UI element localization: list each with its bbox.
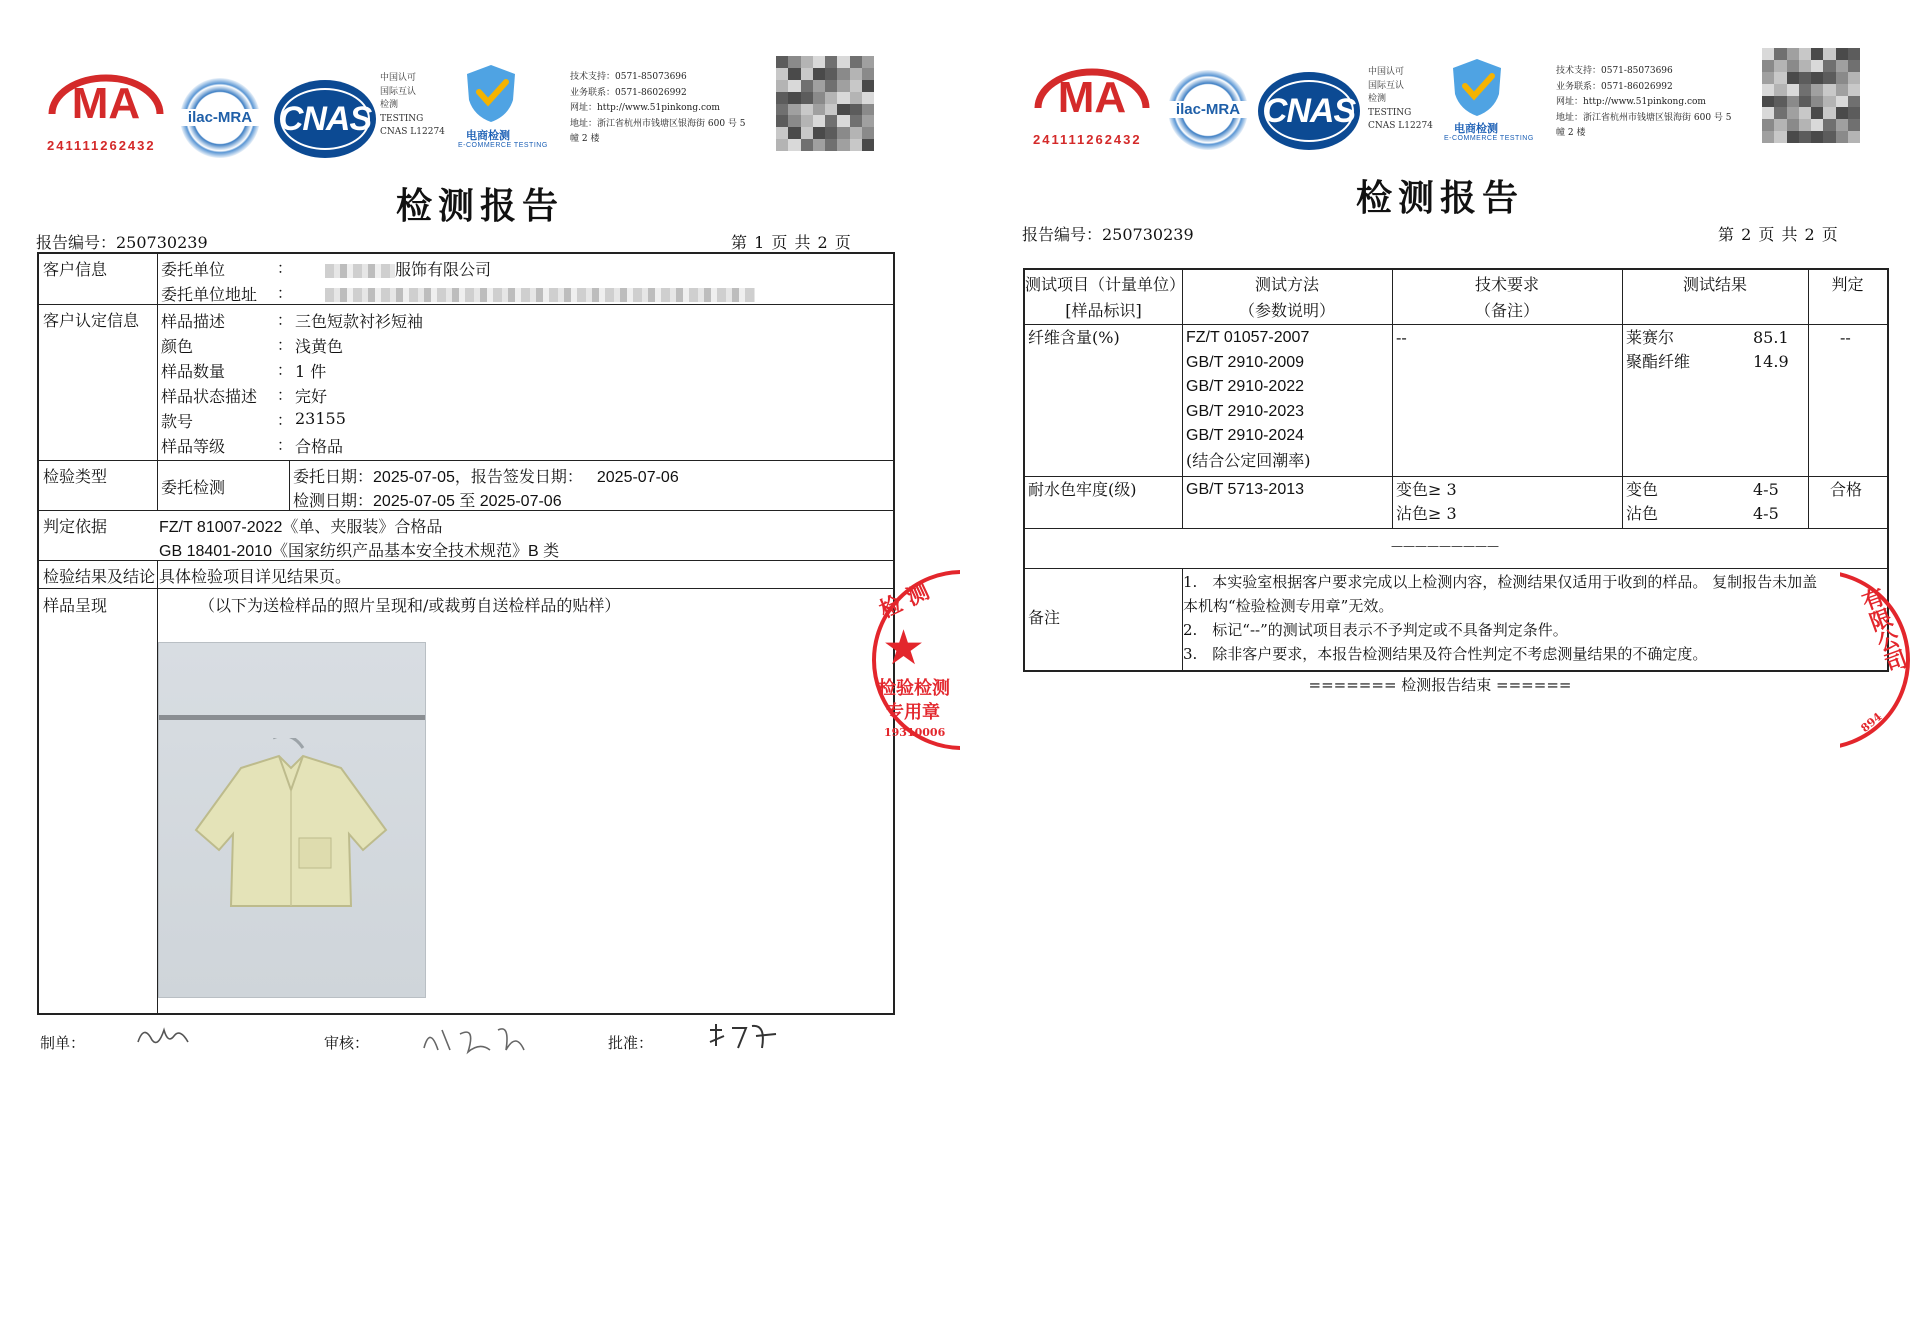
dates-line-1: 委托日期：2025-07-05，报告签发日期： 2025-07-06 (293, 467, 679, 486)
qr-pixel (837, 127, 849, 139)
stamp-mid-text: 检验检测 (878, 678, 950, 699)
qr-pixel (850, 115, 862, 127)
qr-pixel (1762, 119, 1774, 131)
report-page-2 (960, 0, 1920, 1319)
remark-3: 3. 除非客户要求，本报告检测结果及符合性判定不考虑测量结果的不确定度。 (1183, 645, 1708, 663)
qr-pixel (1762, 72, 1774, 84)
prepared-by-label: 制单： (40, 1034, 86, 1052)
qr-pixel (1774, 96, 1786, 108)
report-end-text: ======= 检测报告结束 ====== (1308, 676, 1572, 694)
qr-pixel (801, 115, 813, 127)
qr-pixel (1762, 107, 1774, 119)
row2-result-1-name: 变色 (1626, 480, 1659, 499)
stamp-top-text: 检 测 (875, 578, 934, 624)
qr-pixel (801, 127, 813, 139)
report-info-table (37, 252, 895, 1015)
qr-pixel (776, 127, 788, 139)
contact-block: 技术支持：0571-85073696 业务联系：0571-86026992 网址：http://www.51pinkong.com 地址：浙江省杭州市钱塘区银海街 600 号 5 幢 2 楼 (1556, 66, 1732, 138)
qr-pixel (1836, 48, 1848, 60)
basis-line-1: FZ/T 81007-2022《单、夹服装》合格品 (159, 519, 443, 536)
row2-result-1-value: 4-5 (1753, 480, 1779, 499)
qr-pixel (776, 80, 788, 92)
client-confirmed-row: 客户认定信息 样品描述 ： 三色短款衬衫短袖 颜色 ： 浅黄色 样品数量 ： 1 件 样品状态描述 ： 完好 款号 ： 23155 样品等级 ： 合格品 (39, 305, 893, 461)
accreditation-text: 中国认可 国际互认 检测 TESTING CNAS L12274 (380, 73, 445, 137)
qr-pixel (1836, 84, 1848, 96)
qr-pixel (776, 56, 788, 68)
qr-pixel (1799, 60, 1811, 72)
qr-pixel (801, 80, 813, 92)
row2-result-2-name: 沾色 (1626, 504, 1659, 523)
header-method: 测试方法 （参数说明） (1238, 275, 1335, 320)
qr-pixel (1799, 119, 1811, 131)
qr-pixel (825, 127, 837, 139)
page-title: 检测报告 (395, 185, 564, 227)
qr-pixel (1836, 131, 1848, 143)
qr-pixel (813, 68, 825, 80)
qr-pixel (788, 139, 800, 151)
qr-pixel (850, 80, 862, 92)
qr-pixel (825, 104, 837, 116)
qr-pixel (850, 68, 862, 80)
qr-pixel (1823, 107, 1835, 119)
client-info-label: 客户信息 (43, 260, 108, 279)
qr-pixel (1799, 131, 1811, 143)
qr-pixel (1774, 131, 1786, 143)
qr-pixel (837, 115, 849, 127)
row1-result-1-name: 莱赛尔 (1626, 328, 1675, 347)
qr-pixel (788, 92, 800, 104)
cnas-logo (274, 80, 376, 158)
reviewed-by-label: 审核： (324, 1034, 370, 1052)
qr-pixel (1823, 84, 1835, 96)
qr-pixel (1762, 60, 1774, 72)
qr-pixel (862, 92, 874, 104)
qr-pixel (1836, 60, 1848, 72)
qr-pixel (850, 139, 862, 151)
sample-desc-value: 三色短款衬衫短袖 (295, 312, 424, 331)
sample-state-key: 样品状态描述 (161, 387, 258, 406)
qr-pixel (1774, 48, 1786, 60)
qr-pixel (850, 56, 862, 68)
cma-logo (1032, 64, 1152, 130)
grade-value: 合格品 (295, 437, 344, 456)
ilac-mra-logo (1168, 70, 1248, 150)
qr-pixel (776, 115, 788, 127)
sample-photo (158, 642, 426, 998)
basis-label: 判定依据 (43, 517, 108, 536)
client-name-value: 服饰有限公司 (325, 257, 491, 280)
qr-pixel (1787, 72, 1799, 84)
sample-desc-key: 样品描述 (161, 312, 226, 331)
qr-pixel (1774, 84, 1786, 96)
qr-pixel (1799, 48, 1811, 60)
header-judge: 判定 (1831, 275, 1864, 294)
row1-item: 纤维含量(%) (1028, 328, 1120, 347)
company-seal-stamp (1840, 560, 1920, 750)
qr-pixel (813, 56, 825, 68)
conclusion-value: 具体检验项目详见结果页。 (159, 567, 352, 586)
redacted-client-name (325, 264, 395, 278)
qr-pixel (801, 92, 813, 104)
qr-pixel (1787, 48, 1799, 60)
row2-method: GB/T 5713-2013 (1186, 481, 1305, 498)
qr-pixel (788, 56, 800, 68)
color-value: 浅黄色 (295, 337, 344, 356)
stamp-star-icon: ★ (882, 620, 926, 676)
qr-pixel (1774, 107, 1786, 119)
qr-pixel (788, 68, 800, 80)
ecommerce-title: 电商检测 (1454, 123, 1498, 135)
report-header (0, 0, 960, 170)
ecommerce-title: 电商检测 (466, 130, 510, 142)
qr-pixel (825, 80, 837, 92)
qr-pixel (1836, 107, 1848, 119)
qr-pixel (1787, 131, 1799, 143)
qr-pixel (1848, 119, 1860, 131)
qr-pixel (1799, 84, 1811, 96)
header-requirement: 技术要求 （备注） (1474, 275, 1539, 320)
hanger-rail (159, 715, 426, 720)
qr-pixel (788, 115, 800, 127)
report-number: 报告编号：250730239 (1022, 225, 1194, 244)
client-info-row: 客户信息 委托单位 ： 服饰有限公司 委托单位地址 ： (39, 254, 893, 305)
shirt-illustration (181, 738, 401, 918)
qr-pixel (825, 92, 837, 104)
remark-1a: 1. 本实验室根据客户要求完成以上检测内容，检测结果仅适用于收到的样品。 复制报告未加盖 (1183, 573, 1818, 591)
qr-pixel (850, 92, 862, 104)
qr-pixel (1787, 84, 1799, 96)
row1-result-2-name: 聚酯纤维 (1626, 352, 1691, 371)
ecommerce-subtitle: E-COMMERCE TESTING (458, 142, 548, 149)
client-confirmed-label: 客户认定信息 (43, 311, 140, 330)
inspection-type-label: 检验类型 (43, 467, 108, 486)
sample-label: 样品呈现 (43, 596, 108, 615)
report-number: 报告编号：250730239 (36, 233, 208, 252)
row2-result-2-value: 4-5 (1753, 504, 1779, 523)
qr-pixel (1762, 84, 1774, 96)
qr-pixel (862, 104, 874, 116)
qr-pixel (837, 56, 849, 68)
client-name-label: 委托单位 (161, 260, 226, 279)
stamp-code: 19310006 (884, 726, 946, 739)
qr-pixel (788, 104, 800, 116)
qr-pixel (1811, 131, 1823, 143)
cma-logo-text: MA (1057, 73, 1127, 122)
color-key: 颜色 (161, 337, 194, 356)
qr-pixel (862, 127, 874, 139)
ecommerce-shield-icon (1448, 56, 1506, 118)
qr-pixel (837, 80, 849, 92)
row2-requirement-1: 变色≥ 3 (1396, 480, 1457, 499)
client-address-redacted (325, 284, 755, 303)
qr-pixel (1848, 131, 1860, 143)
qr-pixel (837, 104, 849, 116)
report-header (960, 0, 1920, 170)
qr-pixel (1848, 72, 1860, 84)
sample-qty-key: 样品数量 (161, 362, 226, 381)
qr-pixel (837, 92, 849, 104)
qr-pixel (1774, 60, 1786, 72)
cnas-logo (1258, 72, 1360, 150)
remark-2: 2. 标记“--”的测试项目表示不予判定或不具备判定条件。 (1183, 621, 1568, 639)
qr-pixel (813, 139, 825, 151)
qr-pixel (1787, 107, 1799, 119)
page-info: 第 2 页 共 2 页 (1718, 225, 1839, 244)
qr-pixel (1811, 107, 1823, 119)
row2-judge: 合格 (1830, 480, 1863, 499)
qr-pixel (776, 68, 788, 80)
qr-pixel (1787, 96, 1799, 108)
qr-pixel (1811, 72, 1823, 84)
qr-pixel (1762, 96, 1774, 108)
qr-pixel (813, 115, 825, 127)
qr-pixel (862, 56, 874, 68)
results-table (1023, 268, 1889, 672)
signature-approved (706, 1020, 780, 1054)
qr-pixel (850, 104, 862, 116)
qr-pixel (1823, 119, 1835, 131)
qr-pixel (862, 139, 874, 151)
ilac-mra-text: ilac-MRA (1168, 101, 1248, 118)
qr-pixel (1823, 48, 1835, 60)
ecommerce-subtitle: E-COMMERCE TESTING (1444, 135, 1534, 142)
stamp-bot-text: 专用章 (886, 702, 940, 723)
accreditation-text: 中国认可 国际互认 检测 TESTING CNAS L12274 (1368, 67, 1433, 131)
qr-pixel (1848, 84, 1860, 96)
stamp2-code: 894 (1858, 710, 1885, 735)
inspection-type-value: 委托检测 (161, 478, 226, 497)
row2-requirement-2: 沾色≥ 3 (1396, 504, 1457, 523)
qr-pixel (850, 127, 862, 139)
conclusion-label: 检验结果及结论 (43, 567, 156, 586)
separator-line: ————————— (1391, 539, 1499, 553)
contact-block: 技术支持：0571-85073696 业务联系：0571-86026992 网址：http://www.51pinkong.com 地址：浙江省杭州市钱塘区银海街 600 号 5 幢 2 楼 (570, 72, 746, 144)
remarks-label: 备注 (1028, 608, 1061, 627)
qr-pixel (1799, 96, 1811, 108)
row1-result-1-value: 85.1 (1753, 328, 1789, 347)
qr-pixel (837, 68, 849, 80)
qr-pixel (1848, 107, 1860, 119)
qr-pixel (862, 80, 874, 92)
remark-1b: 本机构“检验检测专用章”无效。 (1183, 597, 1394, 615)
qr-pixel (1799, 107, 1811, 119)
qr-pixel (1823, 72, 1835, 84)
qr-pixel (862, 115, 874, 127)
sample-qty-value: 1 件 (295, 362, 327, 381)
qr-pixel (801, 68, 813, 80)
qr-pixel (776, 104, 788, 116)
qr-pixel (1774, 119, 1786, 131)
header-result: 测试结果 (1682, 275, 1747, 294)
qr-pixel (1836, 96, 1848, 108)
qr-pixel (788, 127, 800, 139)
cma-number: 241111262432 (1033, 132, 1142, 147)
inspection-type-row (39, 461, 893, 511)
qr-pixel (801, 56, 813, 68)
cma-logo (46, 70, 166, 136)
inspection-seal-stamp (868, 570, 960, 760)
row1-result-2-value: 14.9 (1753, 352, 1789, 371)
qr-pixel (1848, 48, 1860, 60)
dates-line-2: 检测日期：2025-07-05 至 2025-07-06 (293, 491, 562, 510)
qr-pixel (1787, 119, 1799, 131)
header-item: 测试项目（计量单位） [样品标识] (1025, 275, 1186, 320)
row1-requirement: -- (1396, 328, 1407, 347)
style-no-value: 23155 (295, 409, 346, 428)
style-no-key: 款号 (161, 412, 194, 431)
qr-pixel (1774, 72, 1786, 84)
signature-prepared (134, 1018, 194, 1054)
qr-pixel (813, 92, 825, 104)
basis-line-2: GB 18401-2010《国家纺织产品基本安全技术规范》B 类 (159, 543, 560, 560)
row1-judge: -- (1840, 328, 1851, 347)
conclusion-row (39, 561, 893, 589)
qr-code-blurred (1762, 48, 1860, 143)
qr-pixel (776, 92, 788, 104)
grade-key: 样品等级 (161, 437, 226, 456)
sample-note: （以下为送检样品的照片呈现和/或裁剪自送检样品的贴样） (199, 596, 621, 615)
qr-code-blurred (776, 56, 874, 151)
ilac-mra-logo (180, 78, 260, 158)
approved-by-label: 批准： (608, 1034, 654, 1052)
qr-pixel (813, 127, 825, 139)
qr-pixel (788, 80, 800, 92)
qr-pixel (825, 139, 837, 151)
client-address-label: 委托单位地址 (161, 285, 258, 304)
cnas-text: CNAS (278, 100, 372, 138)
qr-pixel (1799, 72, 1811, 84)
qr-pixel (1811, 119, 1823, 131)
page-info: 第 1 页 共 2 页 (731, 233, 852, 252)
cnas-text: CNAS (1262, 92, 1356, 130)
stamp2-text: 有限公司 (1855, 584, 1911, 676)
qr-pixel (1811, 84, 1823, 96)
cma-logo-text: MA (71, 79, 141, 128)
cma-number: 241111262432 (47, 138, 156, 153)
qr-pixel (1811, 60, 1823, 72)
qr-pixel (801, 139, 813, 151)
qr-pixel (1787, 60, 1799, 72)
basis-row (39, 511, 893, 561)
qr-pixel (801, 104, 813, 116)
qr-pixel (1836, 72, 1848, 84)
signature-reviewed (420, 1020, 530, 1060)
qr-pixel (813, 80, 825, 92)
qr-pixel (825, 56, 837, 68)
qr-pixel (1762, 48, 1774, 60)
qr-pixel (1823, 96, 1835, 108)
qr-pixel (1811, 48, 1823, 60)
row2-item: 耐水色牢度(级) (1028, 480, 1137, 499)
qr-pixel (825, 115, 837, 127)
qr-pixel (1848, 60, 1860, 72)
ecommerce-shield-icon (462, 62, 520, 124)
qr-pixel (862, 68, 874, 80)
page-title: 检测报告 (1355, 177, 1524, 219)
qr-pixel (1836, 119, 1848, 131)
qr-pixel (1823, 131, 1835, 143)
qr-pixel (837, 139, 849, 151)
qr-pixel (825, 68, 837, 80)
qr-pixel (776, 139, 788, 151)
qr-pixel (1811, 96, 1823, 108)
qr-pixel (1848, 96, 1860, 108)
qr-pixel (813, 104, 825, 116)
sample-row (39, 589, 893, 1013)
qr-pixel (1823, 60, 1835, 72)
qr-pixel (1762, 131, 1774, 143)
row1-methods: FZ/T 01057-2007 GB/T 2910-2009 GB/T 2910-2022 GB/T 2910-2023 GB/T 2910-2024 (结合公定回潮率) (1186, 329, 1311, 470)
sample-state-value: 完好 (295, 387, 328, 406)
ilac-mra-text: ilac-MRA (180, 109, 260, 126)
